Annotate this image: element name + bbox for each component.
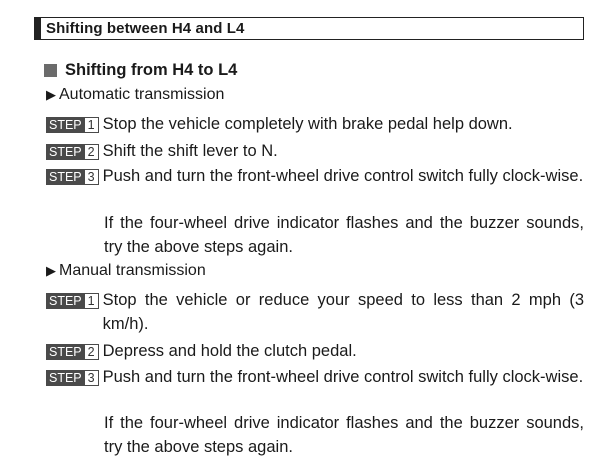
manual-step-2 bbox=[46, 340, 584, 364]
automatic-note: If the four-wheel drive indicator flashes and the buzzer sounds, try the above steps again. bbox=[104, 214, 584, 256]
step-text: Stop the vehicle completely with brake pedal help down. bbox=[102, 115, 513, 133]
step-badge: STEP 3 bbox=[46, 169, 99, 185]
subsection-title: Shifting from H4 to L4 bbox=[65, 61, 238, 79]
manual-transmission-label: Manual transmission bbox=[59, 262, 206, 279]
automatic-step-2 bbox=[46, 140, 584, 164]
step-badge: STEP 1 bbox=[46, 293, 99, 309]
triangle-right-icon: ▶ bbox=[46, 263, 56, 278]
section-header bbox=[34, 17, 584, 40]
step-badge: STEP 2 bbox=[46, 344, 99, 360]
manual-step-3 bbox=[46, 366, 584, 390]
triangle-right-icon: ▶ bbox=[46, 87, 56, 102]
step-text: Push and turn the front-wheel drive control switch fully clock-wise. bbox=[102, 368, 584, 386]
manual-step-1 bbox=[46, 289, 584, 336]
step-text: Push and turn the front-wheel drive control switch fully clock-wise. bbox=[102, 167, 584, 185]
step-text: Stop the vehicle or reduce your speed to less than 2 mph (3 km/h). bbox=[102, 291, 584, 333]
manual-transmission-heading bbox=[46, 262, 206, 280]
subsection-heading bbox=[44, 61, 237, 80]
step-badge: STEP 1 bbox=[46, 117, 99, 133]
automatic-step-1 bbox=[46, 113, 584, 137]
section-title: Shifting between H4 and L4 bbox=[46, 20, 245, 37]
automatic-transmission-heading bbox=[46, 86, 224, 104]
step-text: Depress and hold the clutch pedal. bbox=[102, 342, 357, 360]
step-badge: STEP 3 bbox=[46, 370, 99, 386]
manual-note: If the four-wheel drive indicator flashes and the buzzer sounds, try the above steps again. bbox=[104, 414, 584, 456]
step-text: Shift the shift lever to N. bbox=[102, 142, 278, 160]
square-bullet-icon bbox=[44, 64, 57, 77]
step-badge: STEP 2 bbox=[46, 144, 99, 160]
automatic-transmission-label: Automatic transmission bbox=[59, 86, 225, 103]
automatic-step-3 bbox=[46, 165, 584, 189]
